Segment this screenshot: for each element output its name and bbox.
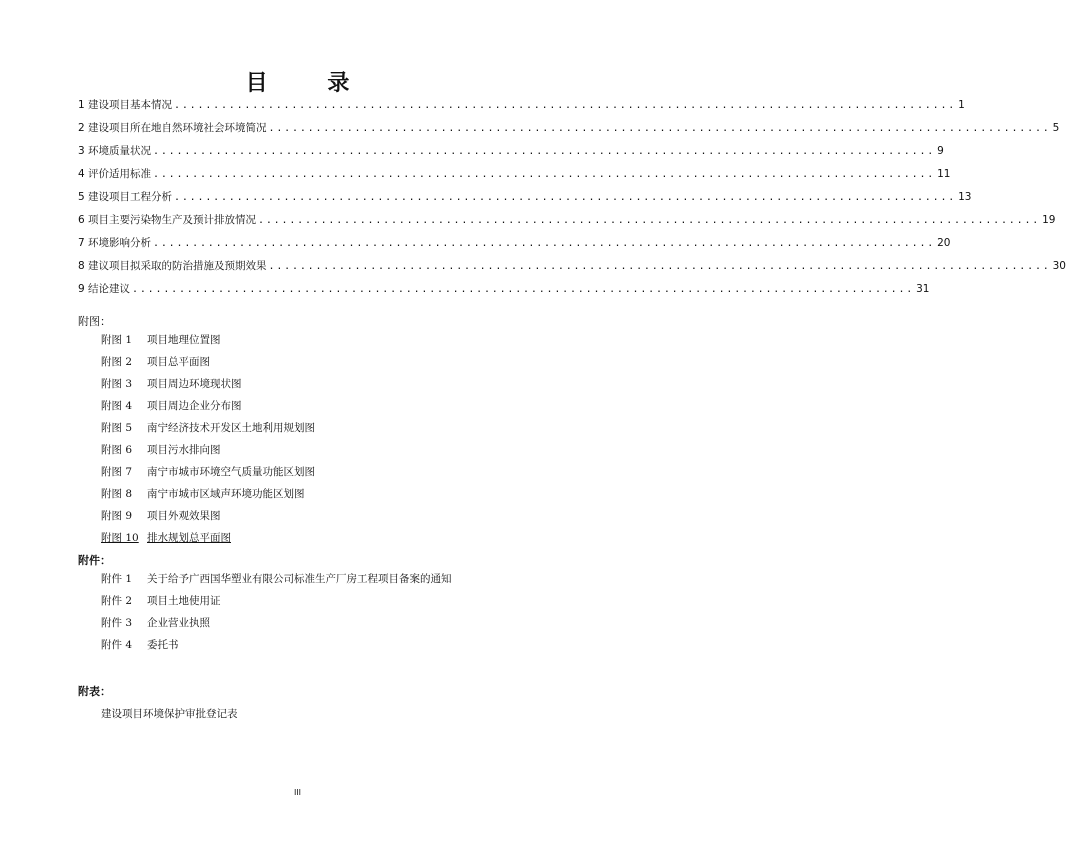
figure-number: 附图 6 [101,443,133,456]
toc-leader-dots: .................................................................................................... [153,146,936,157]
toc-entry-label: 1 建设项目基本情况 [78,99,173,111]
list-item [101,567,571,589]
toc-entry[interactable] [78,281,930,304]
attachment-title: 委托书 [147,638,179,651]
figure-title: 项目外观效果图 [147,509,221,522]
toc-leader-dots: .................................................................................................... [258,215,1041,226]
toc-entry-label: 8 建议项目拟采取的防治措施及预期效果 [78,260,267,272]
toc-leader-dots: .................................................................................................... [268,123,1051,134]
toc-entry-label: 9 结论建议 [78,283,131,295]
toc-entry-label: 2 建设项目所在地自然环境社会环境简况 [78,122,267,134]
toc-entry[interactable] [78,120,1060,143]
toc-leader-dots: .................................................................................................... [174,100,957,111]
tables-heading: 附表： [78,685,111,698]
list-item [101,328,571,350]
toc-entry-label: 3 环境质量状况 [78,145,152,157]
figure-title: 项目周边企业分布图 [147,399,242,412]
toc-entry-label: 4 评价适用标准 [78,168,152,180]
figure-number: 附图 3 [101,377,133,390]
list-item[interactable] [101,526,571,548]
attachment-title: 关于给予广西国华塑业有限公司标准生产厂房工程项目备案的通知 [147,572,452,585]
figure-title: 项目地理位置图 [147,333,221,346]
attachments-list [101,567,571,655]
list-item [101,372,571,394]
list-item [101,438,571,460]
toc-entry[interactable] [78,143,944,166]
figure-number: 附图 7 [101,465,133,478]
figure-number: 附图 9 [101,509,133,522]
toc-entry-page: 13 [958,191,972,203]
toc-leader-dots: .................................................................................................... [153,169,936,180]
list-item [101,611,571,633]
figure-title: 排水规划总平面图 [147,531,231,544]
toc-entry-page: 19 [1042,214,1056,226]
toc-entry-page: 5 [1052,122,1060,134]
toc-entry[interactable] [78,235,951,258]
figure-title: 项目总平面图 [147,355,210,368]
figure-number: 附图 8 [101,487,133,500]
attachment-title: 企业营业执照 [147,616,210,629]
figure-title: 项目污水排向图 [147,443,221,456]
toc-entry[interactable] [78,258,1066,281]
page-title: 目 录 [245,71,376,96]
list-item [101,633,571,655]
table-of-contents [78,97,1066,304]
attachment-number: 附件 2 [101,594,133,607]
toc-entry[interactable] [78,212,1056,235]
toc-entry-label: 5 建设项目工程分析 [78,191,173,203]
figures-list [101,328,571,548]
toc-entry-page: 9 [937,145,944,157]
list-item [101,394,571,416]
toc-entry-page: 20 [937,237,951,249]
list-item [101,589,571,611]
attachment-number: 附件 4 [101,638,133,651]
list-item [101,460,571,482]
attachment-number: 附件 3 [101,616,133,629]
toc-entry[interactable] [78,97,965,120]
toc-leader-dots: .................................................................................................... [132,284,915,295]
toc-entry-label: 7 环境影响分析 [78,237,152,249]
toc-leader-dots: .................................................................................................... [268,261,1051,272]
list-item [101,350,571,372]
figure-number: 附图 10 [101,531,139,544]
attachments-heading: 附件： [78,554,111,567]
appendix-table-entry: 建设项目环境保护审批登记表 [101,708,238,720]
figure-title: 南宁经济技术开发区土地利用规划图 [147,421,315,434]
toc-leader-dots: .................................................................................................... [153,238,936,249]
figure-title: 南宁市城市环境空气质量功能区划图 [147,465,315,478]
list-item [101,504,571,526]
figure-number: 附图 1 [101,333,133,346]
list-item [101,482,571,504]
figure-number: 附图 5 [101,421,133,434]
figure-title: 南宁市城市区域声环境功能区划图 [147,487,305,500]
toc-entry-page: 31 [916,283,930,295]
figure-title: 项目周边环境现状图 [147,377,242,390]
attachment-title: 项目土地使用证 [147,594,221,607]
page-number: III [293,788,302,797]
toc-leader-dots: .................................................................................................... [174,192,957,203]
figure-number: 附图 2 [101,355,133,368]
toc-entry[interactable] [78,166,951,189]
figures-heading: 附图： [78,315,111,328]
toc-entry-page: 30 [1052,260,1066,272]
list-item [101,416,571,438]
figure-number: 附图 4 [101,399,133,412]
toc-entry-page: 1 [958,99,965,111]
toc-entry[interactable] [78,189,972,212]
toc-entry-label: 6 项目主要污染物生产及预计排放情况 [78,214,257,226]
toc-entry-page: 11 [937,168,951,180]
attachment-number: 附件 1 [101,572,133,585]
